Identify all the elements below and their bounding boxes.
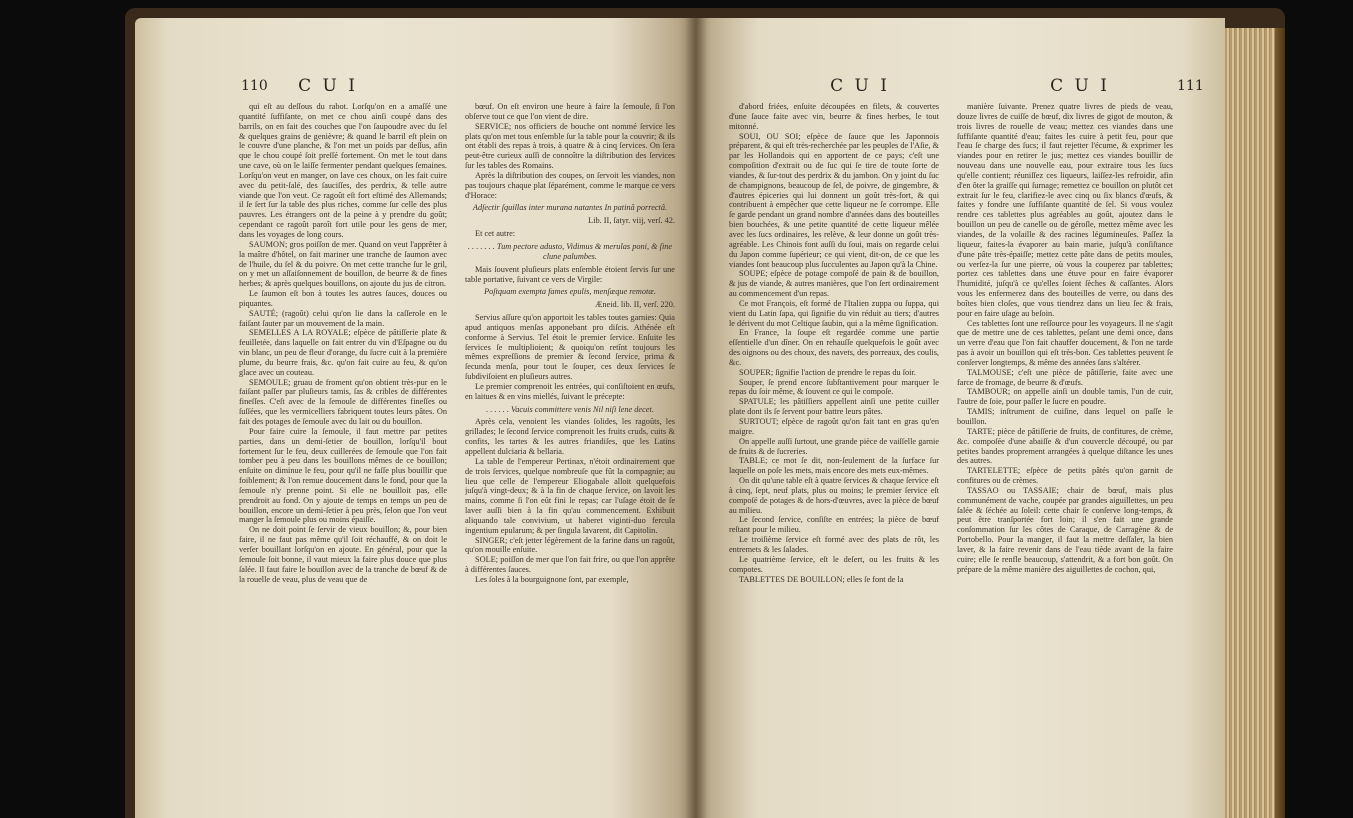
open-book bbox=[125, 8, 1285, 818]
paragraph: SAUMON; gros poiſſon de mer. Quand on veut l'apprêter à la maître d'hôtel, on fait mariner une tranche de ſaumon avec de l'huile, du ſel & du poivre. On met cette tranche ſur le gril, on y met un aſſaiſonnement de bouillon, de beurre & de fines herbes; & après quelques bouillons, on ajoute du jus de citron. bbox=[239, 239, 447, 289]
right-page bbox=[695, 18, 1225, 818]
paragraph: Après cela, venoient les viandes ſolides, les ragoûts, les grillades; le ſecond ſervice comprenoit les fruits cruds, cuits & confits, les tartes & les autres friandiſes, que les Latins appellent dulciaria & bellaria. bbox=[465, 417, 675, 456]
paragraph: TASSAO ou TASSAIE; chair de bœuf, mais plus communément de vache, coupée par grandes aiguillettes, un peu ſalée & ſéchée au ſoleil: cette chair ſe conſerve long-temps, & peut être tranſportée fort loin; il s'en fait une grande conſommation ſur les côtes de Caraque, de Carragène & de Portobello. Pour la manger, il faut la mettre deſſaler, la bien laver, & la faire revenir dans de l'eau tiède avant de la faire cuire; elle ſe renfle beaucoup, s'attendrit, & a fort bon goût. On prépare de la même manière des aiguillettes de cochon, qui, bbox=[957, 485, 1173, 574]
right-page-number: 111 bbox=[1177, 78, 1204, 94]
paragraph: SAUTÉ; (ragoût) celui qu'on lie dans la caſſerole en le faiſant ſauter par un mouvement de la main. bbox=[239, 308, 447, 328]
paragraph: SOUPE; eſpèce de potage compoſé de pain & de bouillon, & jus de viande, & autres manières, que l'on ſert ordinairement au commencement d'un repas. bbox=[729, 269, 939, 299]
left-running-head: C U I bbox=[298, 76, 358, 96]
paragraph: bœuf. On eſt environ une heure à faire la ſemoule, ſi l'on obſerve tout ce que l'on vient de dire. bbox=[465, 102, 675, 121]
verse-quote: . . . . . . . Tum pectore adusto, Vidimus & merulas poni, & ſine clune palumbes. bbox=[467, 241, 673, 261]
paragraph: SOLE; poiſſon de mer que l'on fait frire, ou que l'on apprête à différentes ſauces. bbox=[465, 555, 675, 575]
paragraph: SERVICE; nos officiers de bouche ont nommé ſervice les plats qu'on met tous enſemble ſur la table pour la couvrir; & ils ont établi des repas à trois, à quatre & à cinq ſervices. On ſera peut-être curieux auſſi de connoître la diſtribution des ſervices ſur les tables des Romains. bbox=[465, 121, 675, 171]
paragraph: qui eſt au deſſous du rabot. Lorſqu'on en a amaſſé une quantité ſuffiſante, on met ce chou ainſi coupé dans des barrils, on en fait des couches que l'on ſaupoudre avec du ſel & quelques grains de genièvre; & quand le barril eſt plein on le couvre d'une planche, & l'on met un poids par deſſus, afin que le chou coupé ſoit preſſé fortement. On met le tout dans une cave, où on le laiſſe fermenter pendant quelques ſemaines. Lorſqu'on veut en manger, on lave ces choux, on les fait cuire avec du petit-ſalé, des ſauciſſes, des perdrix, & telle autre viande que l'on veut. Ce ragoût eſt fort eſtimé des Allemands; il ſe ſert ſur la table des plus riches, comme ſur celle des plus pauvres. Les étrangers ont de la peine à y prendre du goût; cependant ce ragoût paroît fort utile pour les gens de mer, dans les voyages de long cours. bbox=[239, 102, 447, 239]
paragraph: TARTE; pièce de pâtiſſerie de fruits, de confitures, de crème, &c. compoſée d'une abaiſſe & d'un couvercle découpé, ou par petites bandes proprement arrangées à quelque diſtance les unes des autres. bbox=[957, 426, 1173, 466]
paragraph: TABLE; ce mot ſe dit, non-ſeulement de la ſurface ſur laquelle on poſe les mets, mais encore des mets eux-mêmes. bbox=[729, 456, 939, 476]
paragraph: Mais ſouvent pluſieurs plats enſemble étoient ſervis ſur une table portative, ſuivant ce vers de Virgile: bbox=[465, 264, 675, 284]
left-header bbox=[183, 76, 695, 102]
left-page-number: 110 bbox=[241, 78, 268, 94]
right-column-2 bbox=[957, 102, 1173, 812]
paragraph: Après la diſtribution des coupes, on ſervoit les viandes, non pas toujours chaque plat ſéparément, comme le marque ce vers d'Horace: bbox=[465, 170, 675, 200]
paragraph: SURTOUT; eſpèce de ragoût qu'on fait tant en gras qu'en maigre. bbox=[729, 417, 939, 436]
paragraph: d'abord friées, enſuite découpées en filets, & couvertes d'une ſauce faite avec vin, beurre & fines herbes, le tout mitonné. bbox=[729, 102, 939, 131]
paragraph: TALMOUSE; c'eſt une pièce de pâtiſſerie, faite avec une farce de fromage, de beurre & d'œufs. bbox=[957, 367, 1173, 387]
left-page bbox=[135, 18, 695, 818]
paragraph: On ne doit point ſe ſervir de vieux bouillon; &, pour bien faire, il ne faut pas même qu'il ſoit réchauffé, & on doit le verſer bouillant lorſqu'on en ajoute. En général, pour que la ſemoule ſoit bonne, il vaut mieux la faire plus douce que plus ſalée. Il faut faire le bouillon avec de la tranche de bœuf & de la rouelle de veau, plus de veau que de bbox=[239, 525, 447, 584]
paragraph: On appelle auſſi ſurtout, une grande pièce de vaiſſelle garnie de fruits & de ſucreries. bbox=[729, 436, 939, 456]
citation: Lib. II, ſatyr. viij, verſ. 42. bbox=[588, 216, 675, 226]
paragraph: Pour faire cuire la ſemoule, il faut mettre par petites parties, dans un demi-ſetier de bouillon, lorſqu'il bout fortement ſur le feu, deux cuillerées de ſemoule que l'on fait tomber peu à peu dans les bouillons mêmes de ce bouillon; enſuite on diminue le feu, pour qu'il ne faſſe plus bouillir que foiblement; & l'on remue doucement dans le fond, pour que la ſemoule n'y prenne point. Si elle ne bouilloit pas, elle prendroit au fond. On y ajoute de temps en temps un peu de bouillon, encore un demi-ſetier à peu près, ſelon que l'on veut manger la ſemoule plus ou moins épaiſſe. bbox=[239, 426, 447, 525]
paragraph: SOUPER; ſignifie l'action de prendre le repas du ſoir. bbox=[739, 367, 916, 377]
left-column-2 bbox=[465, 102, 675, 812]
paragraph: Souper, ſe prend encore ſubſtantivement pour marquer le repas du ſoir même, & ſouvent ce qui le compoſe. bbox=[729, 377, 939, 397]
paragraph: La table de l'empereur Pertinax, n'étoit ordinairement que de trois ſervices, quelque nombreuſe que fût la compagnie; au lieu que celle de l'empereur Eliogabale alloit quelquefois juſqu'à vingt-deux; & à la fin de chaque ſervice, on lavoit les mains, comme ſi l'on eût fini le repas; car l'uſage étoit de ſe laver auſſi bien à la fin qu'au commencement. Exhibuit aliquando tale convivium, ut haberet viginti-duo fercula ingentium epularum; & per ſingula lavarent, dit Capitolin. bbox=[465, 456, 675, 535]
paragraph: Le troiſième ſervice eſt formé avec des plats de rôt, les entremets & les ſalades. bbox=[729, 535, 939, 554]
paragraph: En France, la ſoupe eſt regardée comme une partie eſſentielle d'un dîner. On en rehauſſe quelquefois le goût avec des oignons ou des choux, des navets, des porreaux, des coulis, &c. bbox=[729, 328, 939, 367]
paragraph: Et cet autre: bbox=[475, 229, 516, 239]
right-running-head-1: C U I bbox=[830, 76, 890, 96]
paragraph: Les ſoles à la bourguignone ſont, par exemple, bbox=[475, 574, 629, 584]
right-column-1 bbox=[729, 102, 939, 812]
citation: Æneid. lib. II, verſ. 220. bbox=[595, 300, 675, 310]
verse-quote: Poſtquam exempta fames epulis, menſæque remotæ. bbox=[484, 287, 656, 297]
paragraph: Le premier comprenoit les entrées, qui conſiſtoient en œufs, en laitues & en vins miellés, ſuivant le précepte: bbox=[465, 381, 675, 401]
paragraph: Servius aſſure qu'on apportoit les tables toutes garnies: Quia apud antiquos menſas apponebant pro diſcis. Athénée eſt conforme à Servius. Tel étoit le premier ſervice. Enſuite les ſervices ſe multiplioient; & quoiqu'on retînt toujours les mêmes expreſſions de premier & ſecond ſervice, prima & ſecunda menſa, pour tout le ſouper, ces deux ſervices ſe ſubdiviſoient en pluſieurs autres. bbox=[465, 313, 675, 382]
paragraph: SEMOULE; gruau de froment qu'on obtient très-pur en le faiſant paſſer par pluſieurs tamis, ſas & cribles de différentes fineſſes. C'eſt avec de la ſemoule de différentes fineſſes ou ſuſſées, que les vermicelliers fabriquent toutes leurs pâtes. On fait des potages de ſemoule avec du lait ou du bouillon. bbox=[239, 377, 447, 426]
right-running-head-2: C U I bbox=[1050, 76, 1110, 96]
paragraph: SPATULE; les pâtiſſiers appellent ainſi une petite cuiller plate dont ils ſe ſervent pour battre leurs pâtes. bbox=[729, 397, 939, 417]
paragraph: SINGER; c'eſt jetter légèrement de la farine dans un ragoût, qu'on mouille enſuite. bbox=[465, 535, 675, 555]
paragraph: TAMIS; inſtrument de cuiſine, dans lequel on paſſe le bouillon. bbox=[957, 407, 1173, 426]
verse-quote: . . . . . . Vacuis committere venis Nil niſi lene decet. bbox=[486, 404, 654, 414]
paragraph: Le ſecond ſervice, conſiſte en entrées; la pièce de bœuf reſtant pour le milieu. bbox=[729, 515, 939, 535]
verse-quote: Adſectir ſquillas inter murana natantes In patinâ porrectâ. bbox=[472, 203, 668, 213]
paragraph: TAMBOUR; on appelle ainſi un double tamis, l'un de cuir, l'autre de ſoie, pour paſſer le ſucre en poudre. bbox=[957, 387, 1173, 407]
paragraph: Ce mot François, eſt formé de l'Italien zuppa ou ſuppa, qui vient du Latin ſapa, qui ſignifie du vin réduit au tiers; d'autres le dérivent du mot Celtique ſaubin, qui a la même ſignification. bbox=[729, 298, 939, 328]
paragraph: Ces tablettes ſont une reſſource pour les voyageurs. Il ne s'agit que de mettre une de ces tablettes, peſant une demi once, dans un verre d'eau que l'on fait chauffer doucement, & l'on ne tarde pas à avoir un bouillon qui eſt très-bon. Ces tablettes peuvent ſe conſerver longtemps, & même des années ſans s'altérer. bbox=[957, 318, 1173, 367]
paragraph: SOUI, OU SOI; eſpèce de ſauce que les Japonnois préparent, & qui eſt très-recherchée par les peuples de l'Aſie, & par les Hollandois qui en apportent de ce pays; c'eſt une compoſition d'extrait ou de ſuc qui ſe tire de toute ſorte de viandes, & ſur-tout des perdrix & du jambon. On y joint du ſuc de champignons, beaucoup de ſel, de poivre, de gingembre, & d'autres épiceries qui lui donnent un goût très-fort, & qui contribuent à empêcher que cette liqueur ne ſe corrompe. Elle ſe garde pendant un grand nombre d'années dans des bouteilles bien bouchées, & une petite quantité de cette liqueur mêlée avec les ſucs ordinaires, les relève, & leur donne un goût très-agréable. Les Chinois font auſſi du ſoui, mais on regarde celui du Japon comme ſupérieur; ce qui vient, dit-on, de ce que les viandes ſont beaucoup plus ſucculentes au Japon qu'à la Chine. bbox=[729, 131, 939, 269]
paragraph: manière ſuivante. Prenez quatre livres de pieds de veau, douze livres de cuiſſe de bœuf, dix livres de gigot de mouton, & trois livres de rouelle de veau; mettez ces viandes dans une ſuffiſante quantité d'eau; faites les cuire à petit feu, pour que l'eau ſe charge des ſucs; il faut rejetter l'écume, & exprimer les viandes pour en retirer le jus; mettez ces viandes bouillir de nouveau dans une nouvelle eau, pour extraire tous les ſucs qu'elle contient; réuniſſez ces liqueurs, laiſſez-les refroidir, afin d'en ôter la graiſſe qui ſurnage; remettez ce bouillon on plutôt cet extrait ſur le feu, clarifiez-le avec cinq ou ſix blancs d'œufs, & faites y fondre une ſuffiſante quantité de ſel. Si vous voulez rendre ces tablettes plus agréables au goût, ajoutez dans le bouillon un peu de canelle ou de géroſle, mettez même avec les viandes, de la volaille & des racines légumineuſes. Paſſez la liqueur, faites-la évaporer au bain marie, juſqu'à conſiſtance d'une pâte très-épaiſſe; mettez cette pâte dans de petits moules, ou verſez-la ſur une pierre, où vous la couperez par tablettes; portez ces tablettes dans une étuve pour en faire évaporer l'humidité, juſqu'à ce qu'elles ſoient ſèches & caſſantes. Alors vous les enfermerez dans des bouteilles de verre, ou dans des boîtes bien cloſes, que vous tiendrez dans un lieu ſec & frais, pour en faire uſage au beſoin. bbox=[957, 102, 1173, 318]
paragraph: Le ſaumon eſt bon à toutes les autres ſauces, douces ou piquantes. bbox=[239, 289, 447, 308]
page-edges bbox=[1225, 28, 1285, 818]
paragraph: SEMELLES A LA ROYALE; eſpèce de pâtiſſerie plate & feuilletée, dans laquelle on fait entrer du vin d'Eſpagne ou du vin blanc, un peu de fleur d'orange, du ſucre cuit à la première plume, du beurre frais, &c. qu'on fait cuire au feu, & qu'on glace avec un couteau. bbox=[239, 328, 447, 377]
right-header bbox=[695, 76, 1225, 102]
left-column-1 bbox=[239, 102, 447, 812]
paragraph: TARTELETTE; eſpèce de petits pâtés qu'on garnit de confitures ou de crèmes. bbox=[957, 466, 1173, 486]
paragraph: On dit qu'une table eſt à quatre ſervices & chaque ſervice eſt à cinq, ſept, neuf plats, plus ou moins; le premier ſervice eſt compoſé de potages & de hors-d'œuvres, avec la pièce de bœuf au milieu. bbox=[729, 476, 939, 515]
paragraph: TABLETTES DE BOUILLON; elles ſe font de la bbox=[739, 574, 904, 584]
paragraph: Le quatrième ſervice, eſt le deſert, ou les fruits & les compotes. bbox=[729, 554, 939, 574]
